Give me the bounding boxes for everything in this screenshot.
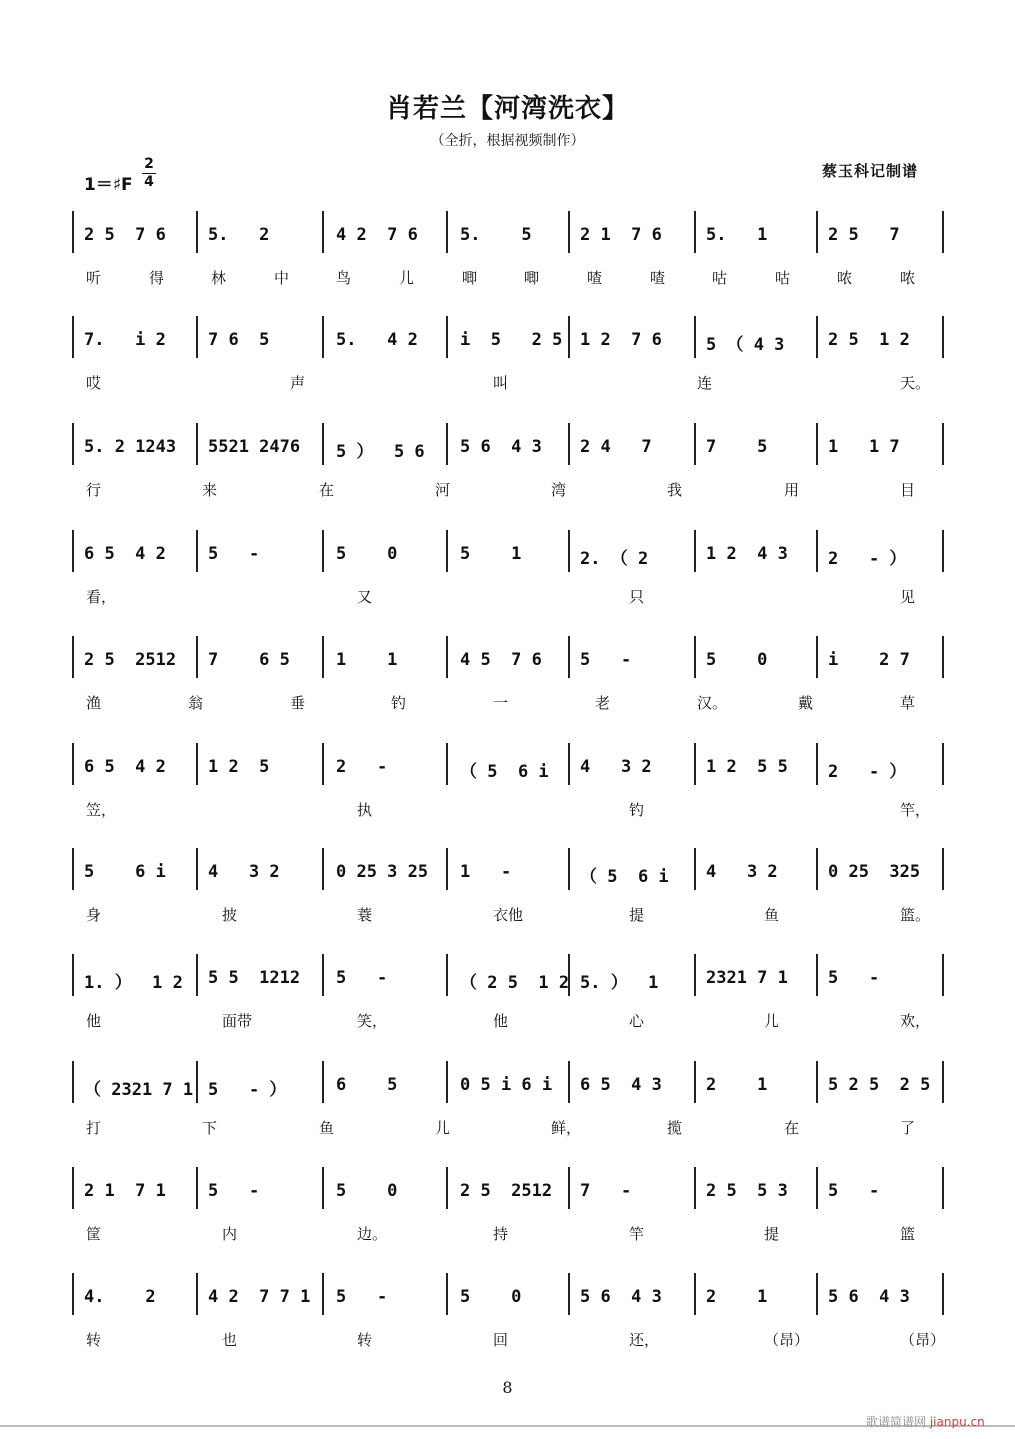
- barline: [446, 1061, 448, 1103]
- lyric: 咕: [712, 269, 728, 287]
- measure: 2. （ 2: [580, 549, 649, 569]
- notes-row: [0, 862, 1015, 902]
- measure: 1 2 4 3: [706, 544, 788, 564]
- lyric: 鱼: [764, 906, 780, 924]
- measure: 1 1: [336, 650, 398, 670]
- notes-row: [0, 225, 1015, 265]
- barline: [816, 1167, 818, 1209]
- barline: [816, 636, 818, 678]
- lyric: 听: [86, 269, 102, 287]
- measure: 2 5 1 2: [828, 330, 910, 350]
- lyric: 钓: [629, 801, 645, 819]
- lyric: 笑，: [357, 1012, 388, 1030]
- lyric: 他: [493, 1012, 509, 1030]
- barline: [322, 848, 324, 890]
- lyric: 哝: [837, 269, 853, 287]
- lyric: 在: [319, 481, 335, 499]
- score-line: [0, 862, 1015, 952]
- footer-divider: [0, 1425, 1015, 1427]
- lyric: 鲜，: [551, 1119, 582, 1137]
- notes-row: [0, 1181, 1015, 1221]
- lyrics-row: [0, 692, 1015, 716]
- barline: [568, 1061, 570, 1103]
- barline: [322, 530, 324, 572]
- measure: 2 5 2512: [460, 1181, 553, 1201]
- lyric: 用: [784, 481, 800, 499]
- score-line: [0, 330, 1015, 420]
- measure: 7 5: [706, 437, 768, 457]
- barline: [942, 211, 944, 253]
- lyric: 林: [211, 269, 227, 287]
- measure: 2321 7 1: [706, 968, 788, 988]
- lyric: 竿，: [900, 801, 931, 819]
- barline: [322, 1167, 324, 1209]
- barline: [196, 530, 198, 572]
- lyric: 揽: [667, 1119, 683, 1137]
- measure: 0 25 325: [828, 862, 921, 882]
- barline: [446, 1167, 448, 1209]
- lyric: 转: [357, 1331, 373, 1349]
- measure: 5 -: [336, 968, 388, 988]
- measure: 7. i 2: [84, 330, 166, 350]
- lyric: 老: [595, 694, 611, 712]
- barline: [196, 1061, 198, 1103]
- measure: （ 5 6 i: [580, 867, 669, 887]
- lyric: 喳: [650, 269, 666, 287]
- barline: [446, 954, 448, 996]
- measure: 1 -: [460, 862, 512, 882]
- lyric: 儿: [435, 1119, 451, 1137]
- time-signature-bottom: 4: [142, 173, 156, 191]
- barline: [568, 848, 570, 890]
- lyric: 提: [629, 906, 645, 924]
- barline: [694, 1061, 696, 1103]
- measure: 6 5 4 3: [580, 1075, 662, 1095]
- lyric: 笠，: [86, 801, 117, 819]
- measure: 6 5 4 2: [84, 544, 166, 564]
- barline: [942, 316, 944, 358]
- lyric: 来: [202, 481, 218, 499]
- measure: 5. 1: [706, 225, 768, 245]
- barline: [942, 848, 944, 890]
- measure: i 2 7: [828, 650, 910, 670]
- measure: 7 6 5: [208, 650, 290, 670]
- measure: 2 1: [706, 1287, 768, 1307]
- lyric: 只: [629, 588, 645, 606]
- barline: [942, 1273, 944, 1315]
- key-signature: 1＝♯F: [84, 175, 133, 195]
- barline: [196, 211, 198, 253]
- lyrics-row: [0, 1223, 1015, 1247]
- barline: [942, 423, 944, 465]
- lyric: 看，: [86, 588, 117, 606]
- score-line: [0, 544, 1015, 634]
- lyric: 喳: [587, 269, 603, 287]
- barline: [322, 423, 324, 465]
- barline: [942, 636, 944, 678]
- measure: 5 6 4 3: [580, 1287, 662, 1307]
- lyric: 又: [357, 588, 373, 606]
- lyric: 在: [784, 1119, 800, 1137]
- lyric: 竿: [629, 1225, 645, 1243]
- lyric: 披: [222, 906, 238, 924]
- lyric: 得: [149, 269, 165, 287]
- notes-row: [0, 757, 1015, 797]
- lyrics-row: [0, 479, 1015, 503]
- measure: 0 25 3 25: [336, 862, 429, 882]
- barline: [694, 423, 696, 465]
- lyric: 钓: [391, 694, 407, 712]
- lyric: 天。: [900, 374, 931, 392]
- barline: [196, 743, 198, 785]
- barline: [568, 743, 570, 785]
- lyric: 儿: [399, 269, 415, 287]
- lyric: 面带: [222, 1012, 253, 1030]
- measure: 5 （ 4 3: [706, 335, 785, 355]
- measure: 1 1 7: [828, 437, 900, 457]
- measure: 5 0: [460, 1287, 522, 1307]
- measure: 4 5 7 6: [460, 650, 542, 670]
- lyric: 鱼: [319, 1119, 335, 1137]
- barline: [322, 316, 324, 358]
- measure: 4 2 7 6: [336, 225, 418, 245]
- measure: 5 0: [336, 544, 398, 564]
- lyric: 中: [274, 269, 290, 287]
- barline: [72, 211, 74, 253]
- barline: [322, 1061, 324, 1103]
- barline: [72, 954, 74, 996]
- lyric: 提: [764, 1225, 780, 1243]
- score-line: [0, 968, 1015, 1058]
- measure: 2 - ）: [828, 762, 907, 782]
- watermark: [866, 1413, 985, 1430]
- measure: 5 - ）: [208, 1080, 287, 1100]
- barline: [446, 848, 448, 890]
- barline: [322, 954, 324, 996]
- lyric: 欢，: [900, 1012, 931, 1030]
- lyrics-row: [0, 267, 1015, 291]
- lyric: 咕: [775, 269, 791, 287]
- lyric: 了: [900, 1119, 916, 1137]
- lyric: 目: [900, 481, 916, 499]
- watermark-latin: jianpu.cn: [929, 1415, 985, 1429]
- measure: 5. 4 2: [336, 330, 418, 350]
- measure: 2 1 7 6: [580, 225, 662, 245]
- lyrics-row: [0, 904, 1015, 928]
- measure: 5. 5: [460, 225, 532, 245]
- lyric: 下: [202, 1119, 218, 1137]
- lyric: 哎: [86, 374, 102, 392]
- lyric: 河: [435, 481, 451, 499]
- lyrics-row: [0, 372, 1015, 396]
- lyric: 唧: [462, 269, 478, 287]
- barline: [446, 636, 448, 678]
- lyric: 哝: [900, 269, 916, 287]
- score-line: [0, 1181, 1015, 1271]
- notes-row: [0, 968, 1015, 1008]
- lyric: 连: [697, 374, 713, 392]
- notes-row: [0, 330, 1015, 370]
- lyric: 篮。: [900, 906, 931, 924]
- measure: 5 6 4 3: [460, 437, 542, 457]
- notes-row: [0, 1075, 1015, 1115]
- measure: 6 5: [336, 1075, 398, 1095]
- measure: （ 5 6 i: [460, 762, 549, 782]
- measure: 2 5 5 3: [706, 1181, 788, 1201]
- measure: 4. 2: [84, 1287, 156, 1307]
- measure: 5 0: [336, 1181, 398, 1201]
- barline: [694, 316, 696, 358]
- barline: [72, 743, 74, 785]
- barline: [816, 1273, 818, 1315]
- barline: [568, 1273, 570, 1315]
- measure: 5 6 4 3: [828, 1287, 910, 1307]
- barline: [694, 1273, 696, 1315]
- barline: [72, 530, 74, 572]
- measure: 0 5 i 6 i: [460, 1075, 553, 1095]
- barline: [196, 954, 198, 996]
- lyric: 还，: [629, 1331, 660, 1349]
- measure: 1. ） 1 2: [84, 973, 183, 993]
- barline: [196, 1167, 198, 1209]
- measure: 1 2 5 5: [706, 757, 788, 777]
- measure: 5 6 i: [84, 862, 166, 882]
- lyric: 心: [629, 1012, 645, 1030]
- measure: 5 -: [828, 968, 880, 988]
- barline: [816, 316, 818, 358]
- measure: 5521 2476: [208, 437, 301, 457]
- measure: 5 5 1212: [208, 968, 301, 988]
- barline: [816, 743, 818, 785]
- score-line: [0, 225, 1015, 315]
- lyric: 行: [86, 481, 102, 499]
- barline: [816, 211, 818, 253]
- measure: i 5 2 5: [460, 330, 563, 350]
- barline: [816, 423, 818, 465]
- barline: [72, 423, 74, 465]
- lyrics-row: [0, 1329, 1015, 1353]
- measure: 4 3 2: [706, 862, 778, 882]
- score-line: [0, 757, 1015, 847]
- barline: [694, 743, 696, 785]
- barline: [568, 636, 570, 678]
- time-signature-top: 2: [144, 156, 154, 172]
- lyric: 边。: [357, 1225, 388, 1243]
- lyric: 汉。: [697, 694, 728, 712]
- barline: [942, 743, 944, 785]
- notes-row: [0, 1287, 1015, 1327]
- lyric: 转: [86, 1331, 102, 1349]
- notes-row: [0, 437, 1015, 477]
- lyric: 一: [493, 694, 509, 712]
- barline: [72, 848, 74, 890]
- lyric: （昂）: [900, 1331, 946, 1349]
- barline: [446, 316, 448, 358]
- barline: [196, 1273, 198, 1315]
- lyrics-row: [0, 586, 1015, 610]
- measure: 5 -: [336, 1287, 388, 1307]
- barline: [196, 316, 198, 358]
- lyric: （昂）: [764, 1331, 810, 1349]
- measure: 5 -: [208, 1181, 260, 1201]
- time-signature: [142, 156, 156, 191]
- barline: [568, 211, 570, 253]
- barline: [568, 316, 570, 358]
- barline: [72, 1273, 74, 1315]
- lyric: 声: [290, 374, 306, 392]
- barline: [694, 530, 696, 572]
- measure: 4 3 2: [208, 862, 280, 882]
- measure: 2 -: [336, 757, 388, 777]
- barline: [196, 423, 198, 465]
- measure: 5 2 5 2 5: [828, 1075, 931, 1095]
- barline: [446, 1273, 448, 1315]
- measure: 4 2 7 7 1: [208, 1287, 311, 1307]
- measure: （ 2321 7 1: [84, 1080, 194, 1100]
- lyric: 草: [900, 694, 916, 712]
- score-line: [0, 650, 1015, 740]
- barline: [942, 1061, 944, 1103]
- lyrics-row: [0, 1010, 1015, 1034]
- barline: [816, 848, 818, 890]
- lyric: 打: [86, 1119, 102, 1137]
- measure: 5 -: [580, 650, 632, 670]
- score-line: [0, 1287, 1015, 1377]
- barline: [816, 954, 818, 996]
- barline: [568, 1167, 570, 1209]
- measure: 1 2 7 6: [580, 330, 662, 350]
- measure: 6 5 4 2: [84, 757, 166, 777]
- measure: 1 2 5: [208, 757, 270, 777]
- measure: 7 -: [580, 1181, 632, 1201]
- measure: 2 5 7 6: [84, 225, 166, 245]
- barline: [196, 848, 198, 890]
- measure: 2 5 7: [828, 225, 900, 245]
- subtitle: （全折，根据视频制作）: [430, 133, 585, 149]
- lyric: 戴: [798, 694, 814, 712]
- barline: [816, 530, 818, 572]
- page-title: 肖若兰【河湾洗衣】: [385, 94, 629, 124]
- barline: [694, 848, 696, 890]
- lyric: 持: [493, 1225, 509, 1243]
- barline: [72, 1167, 74, 1209]
- lyric: 鸟: [336, 269, 352, 287]
- measure: 5 ） 5 6: [336, 442, 425, 462]
- barline: [446, 530, 448, 572]
- measure: 2 1: [706, 1075, 768, 1095]
- measure: 2 1 7 1: [84, 1181, 166, 1201]
- barline: [72, 636, 74, 678]
- lyric: 湾: [551, 481, 567, 499]
- barline: [694, 211, 696, 253]
- barline: [568, 423, 570, 465]
- measure: 5 1: [460, 544, 522, 564]
- score-line: [0, 1075, 1015, 1165]
- barline: [322, 636, 324, 678]
- lyric: 蓑: [357, 906, 373, 924]
- notes-row: [0, 544, 1015, 584]
- lyric: 翁: [188, 694, 204, 712]
- lyric: 垂: [290, 694, 306, 712]
- lyric: 筐: [86, 1225, 102, 1243]
- lyric: 渔: [86, 694, 102, 712]
- barline: [72, 1061, 74, 1103]
- lyric: 也: [222, 1331, 238, 1349]
- lyrics-row: [0, 1117, 1015, 1141]
- lyric: 衣他: [493, 906, 524, 924]
- measure: 5. 2: [208, 225, 270, 245]
- lyric: 见: [900, 588, 916, 606]
- transcriber-credit: 蔡玉科记制谱: [822, 162, 919, 180]
- barline: [72, 316, 74, 358]
- measure: 2 4 7: [580, 437, 652, 457]
- barline: [942, 1167, 944, 1209]
- lyric: 篮: [900, 1225, 916, 1243]
- barline: [446, 211, 448, 253]
- barline: [694, 1167, 696, 1209]
- lyric: 身: [86, 906, 102, 924]
- barline: [942, 954, 944, 996]
- measure: （ 2 5 1 2: [460, 973, 570, 993]
- barline: [322, 211, 324, 253]
- lyric: 叫: [493, 374, 509, 392]
- lyric: 我: [667, 481, 683, 499]
- lyric: 儿: [764, 1012, 780, 1030]
- barline: [694, 954, 696, 996]
- lyric: 执: [357, 801, 373, 819]
- barline: [322, 1273, 324, 1315]
- barline: [196, 636, 198, 678]
- measure: 5 -: [828, 1181, 880, 1201]
- page-number: 8: [502, 1378, 513, 1397]
- measure: 5 0: [706, 650, 768, 670]
- score-line: [0, 437, 1015, 527]
- measure: 5 -: [208, 544, 260, 564]
- barline: [568, 530, 570, 572]
- measure: 2 - ）: [828, 549, 907, 569]
- lyric: 唧: [524, 269, 540, 287]
- measure: 5. 2 1243: [84, 437, 177, 457]
- measure: 7 6 5: [208, 330, 270, 350]
- measure: 4 3 2: [580, 757, 652, 777]
- barline: [816, 1061, 818, 1103]
- barline: [942, 530, 944, 572]
- lyric: 回: [493, 1331, 509, 1349]
- barline: [694, 636, 696, 678]
- measure: 5. ） 1: [580, 973, 659, 993]
- barline: [446, 423, 448, 465]
- watermark-cn: 歌谱简谱网: [866, 1415, 927, 1429]
- measure: 2 5 2512: [84, 650, 177, 670]
- lyric: 内: [222, 1225, 238, 1243]
- notes-row: [0, 650, 1015, 690]
- lyric: 他: [86, 1012, 102, 1030]
- lyrics-row: [0, 799, 1015, 823]
- barline: [322, 743, 324, 785]
- barline: [446, 743, 448, 785]
